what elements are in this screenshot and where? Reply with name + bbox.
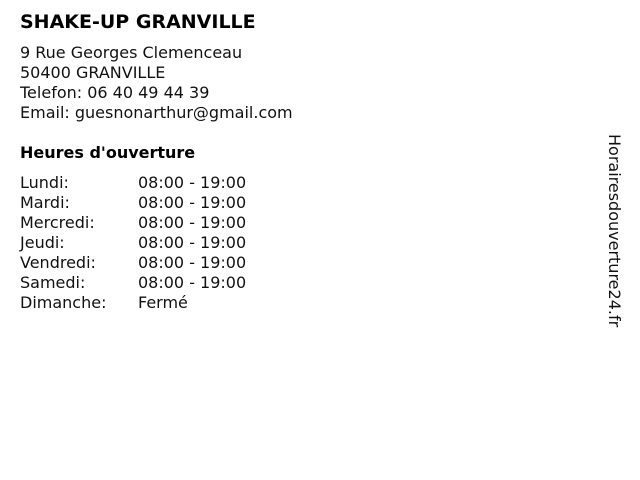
- hours-row-sunday: [20, 293, 590, 313]
- hours-value: 08:00 - 19:00: [138, 273, 247, 292]
- hours-value: Fermé: [138, 293, 188, 312]
- address-line-2: 50400 GRANVILLE: [20, 63, 166, 82]
- hours-row-monday: [20, 173, 590, 193]
- email-line: Email: guesnonarthur@gmail.com: [20, 103, 293, 122]
- hours-value: 08:00 - 19:00: [138, 253, 247, 272]
- hours-value: 08:00 - 19:00: [138, 193, 247, 212]
- hours-row-wednesday: [20, 213, 590, 233]
- hours-value: 08:00 - 19:00: [138, 233, 247, 252]
- hours-title: Heures d'ouverture: [20, 143, 196, 162]
- day-label: Lundi:: [20, 173, 69, 192]
- day-label: Mercredi:: [20, 213, 95, 232]
- day-label: Mardi:: [20, 193, 70, 212]
- site-watermark: Horairesdouverture24.fr: [605, 134, 624, 328]
- day-label: Samedi:: [20, 273, 86, 292]
- hours-value: 08:00 - 19:00: [138, 213, 247, 232]
- business-name: SHAKE-UP GRANVILLE: [20, 11, 256, 33]
- business-card: [20, 10, 590, 313]
- day-label: Jeudi:: [20, 233, 65, 252]
- hours-row-friday: [20, 253, 590, 273]
- hours-row-thursday: [20, 233, 590, 253]
- contact-block: [20, 43, 590, 123]
- hours-row-tuesday: [20, 193, 590, 213]
- address-line-1: 9 Rue Georges Clemenceau: [20, 43, 243, 62]
- hours-value: 08:00 - 19:00: [138, 173, 247, 192]
- day-label: Dimanche:: [20, 293, 107, 312]
- phone-line: Telefon: 06 40 49 44 39: [20, 83, 210, 102]
- day-label: Vendredi:: [20, 253, 96, 272]
- hours-row-saturday: [20, 273, 590, 293]
- opening-hours-table: [20, 173, 590, 313]
